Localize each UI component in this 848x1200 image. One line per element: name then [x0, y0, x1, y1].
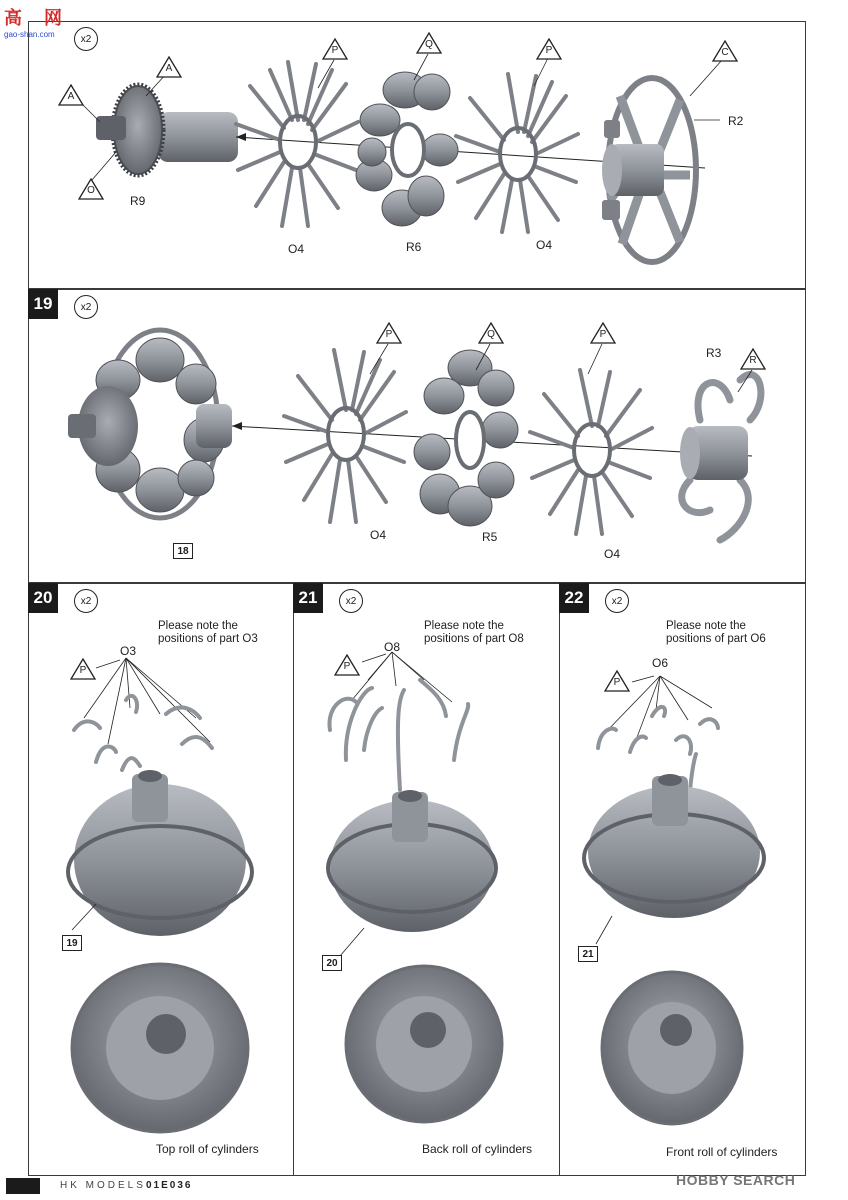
step-20-caption: Top roll of cylinders [156, 1142, 259, 1156]
part-q-callout-2: Q [478, 322, 504, 344]
brand-logo-icon [6, 1178, 40, 1194]
step-19-art [68, 330, 761, 540]
step-20-note: Please note the positions of part O3 [158, 620, 258, 645]
step-22-art [584, 676, 764, 1124]
part-r9-label: R9 [130, 194, 146, 208]
part-r-callout: R [740, 348, 766, 370]
part-o6-label: O6 [652, 656, 669, 670]
part-o4-label-4: O4 [604, 547, 621, 561]
part-p-callout-20: P [70, 658, 96, 680]
step-21-note: Please note the positions of part O8 [424, 620, 524, 645]
step-19-reference: 18 [173, 543, 193, 559]
part-r5-label: R5 [482, 530, 498, 544]
step-20-art [68, 658, 252, 1132]
part-r2-label: R2 [728, 114, 744, 128]
hobby-search-watermark: HOBBY SEARCH [676, 1172, 796, 1188]
part-o3-label: O3 [120, 644, 137, 658]
part-q-callout: Q [416, 32, 442, 54]
step-19-quantity: x2 [74, 295, 98, 319]
step-22-quantity: x2 [605, 589, 629, 613]
part-o8-label: O8 [384, 640, 401, 654]
step-21-quantity: x2 [339, 589, 363, 613]
step-18-quantity: x2 [74, 27, 98, 51]
part-o-callout: O [78, 178, 104, 200]
part-o4-label-3: O4 [370, 528, 387, 542]
part-p-callout-4: P [590, 322, 616, 344]
footer-brand: HK MODELS [60, 1180, 146, 1191]
step-20-number: 20 [28, 583, 58, 613]
step-20-reference: 19 [62, 935, 82, 951]
footer-code: 01E036 [146, 1180, 193, 1191]
part-r3-label: R3 [706, 346, 722, 360]
step-22-number: 22 [559, 583, 589, 613]
part-a-callout: A [58, 84, 84, 106]
step-21-number: 21 [293, 583, 323, 613]
part-p-callout-1: P [322, 38, 348, 60]
step-21-reference: 20 [322, 955, 342, 971]
step-22-caption: Front roll of cylinders [666, 1145, 778, 1159]
part-c-callout: C [712, 40, 738, 62]
step-22-note: Please note the positions of part O6 [666, 620, 766, 645]
part-p-callout-22: P [604, 670, 630, 692]
step-21-caption: Back roll of cylinders [422, 1142, 533, 1156]
part-p-callout-2: P [536, 38, 562, 60]
part-o4-label-2: O4 [536, 238, 553, 252]
part-p-callout-21: P [334, 654, 360, 676]
part-r6-label: R6 [406, 240, 422, 254]
step-19-number: 19 [28, 289, 58, 319]
watermark-logo: 高 网 gao-shan.com [4, 8, 62, 39]
step-20-quantity: x2 [74, 589, 98, 613]
step-18-art [80, 54, 722, 262]
part-p-callout-3: P [376, 322, 402, 344]
part-a-callout-2: A [156, 56, 182, 78]
part-o4-label-1: O4 [288, 242, 305, 256]
step-22-reference: 21 [578, 946, 598, 962]
step-21-art [328, 652, 502, 1122]
